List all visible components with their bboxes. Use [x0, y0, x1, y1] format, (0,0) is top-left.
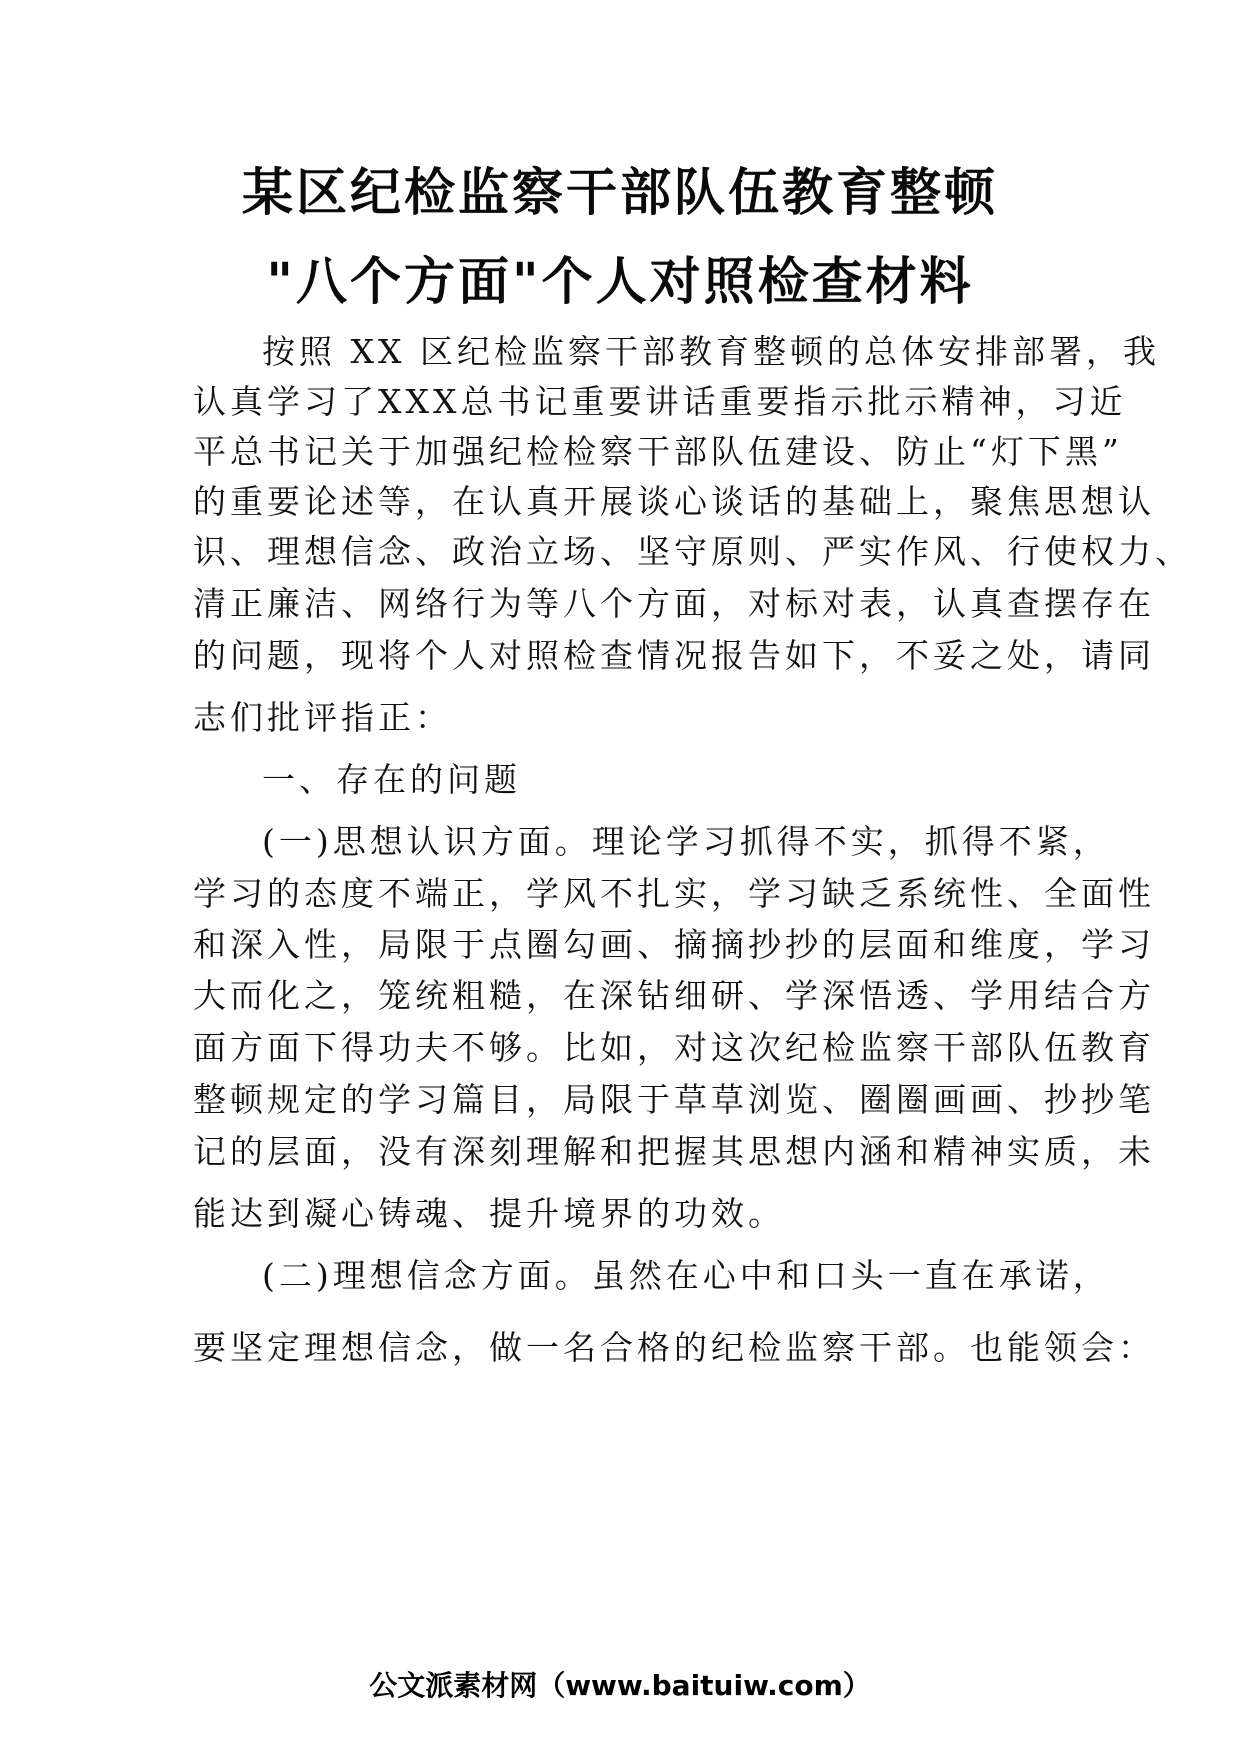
body-line: 记的层面，没有深刻理解和把握其思想内涵和精神实质，未 — [193, 1132, 1155, 1171]
document-title-line2: "八个方面"个人对照检查材料 — [266, 253, 974, 312]
body-line: 识、理想信念、政治立场、坚守原则、严实作风、行使权力、 — [193, 532, 1192, 571]
body-line: 能达到凝心铸魂、提升境界的功效。 — [193, 1194, 785, 1233]
body-line: 认真学习了XXX总书记重要讲话重要指示批示精神，习近 — [193, 382, 1127, 421]
body-line: (一)思想认识方面。理论学习抓得不实，抓得不紧， — [262, 822, 1110, 861]
section-heading: 一、存在的问题 — [262, 760, 521, 799]
body-line: 面方面下得功夫不够。比如，对这次纪检监察干部队伍教育 — [193, 1028, 1155, 1067]
body-line: (二)理想信念方面。虽然在心中和口头一直在承诺， — [262, 1256, 1110, 1295]
body-line: 按照 XX 区纪检监察干部教育整顿的总体安排部署，我 — [262, 332, 1160, 371]
footer-source: 公文派素材网（www.baituiw.com） — [369, 1669, 871, 1702]
body-line: 的重要论述等，在认真开展谈心谈话的基础上，聚焦思想认 — [193, 482, 1155, 521]
body-line: 平总书记关于加强纪检检察干部队伍建设、防止“灯下黑” — [193, 432, 1123, 471]
body-line: 和深入性，局限于点圈勾画、摘摘抄抄的层面和维度，学习 — [193, 925, 1155, 964]
body-line: 大而化之，笼统粗糙，在深钻细研、学深悟透、学用结合方 — [193, 976, 1155, 1015]
body-line: 志们批评指正： — [193, 698, 452, 737]
body-line: 的问题，现将个人对照检查情况报告如下，不妥之处，请同 — [193, 636, 1155, 675]
body-line: 整顿规定的学习篇目，局限于草草浏览、圈圈画画、抄抄笔 — [193, 1080, 1155, 1119]
body-line: 要坚定理想信念，做一名合格的纪检监察干部。也能领会： — [193, 1328, 1155, 1367]
document-title-line1: 某区纪检监察干部队伍教育整顿 — [241, 164, 998, 223]
body-line: 清正廉洁、网络行为等八个方面，对标对表，认真查摆存在 — [193, 584, 1155, 623]
body-line: 学习的态度不端正，学风不扎实，学习缺乏系统性、全面性 — [193, 874, 1155, 913]
